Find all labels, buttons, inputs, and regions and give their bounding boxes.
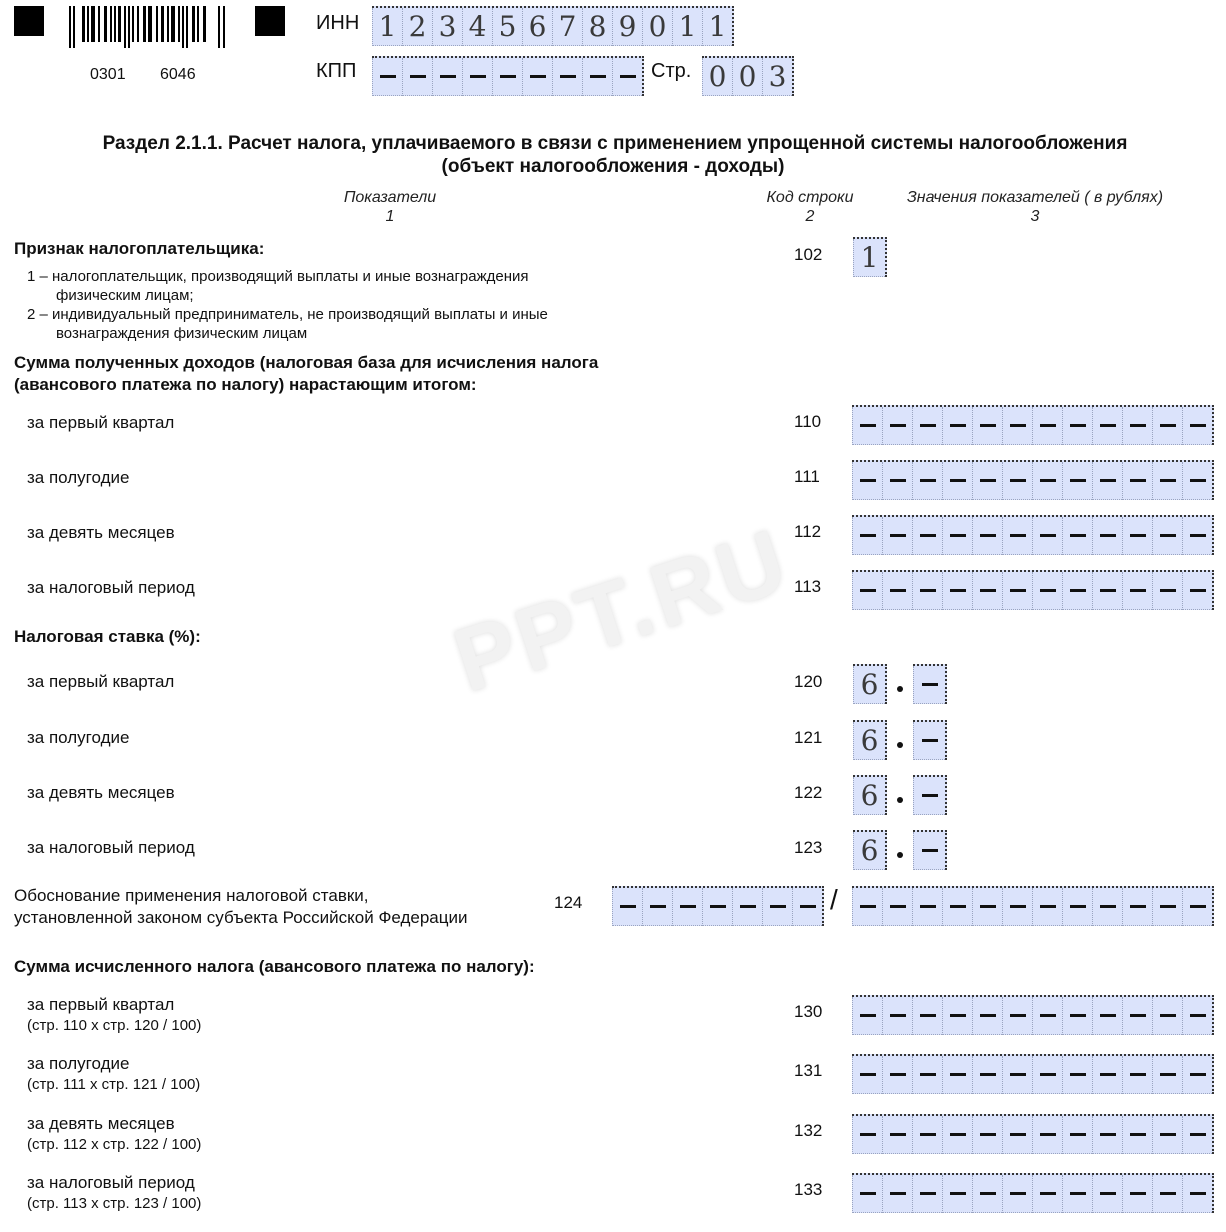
line-code-130: 130 <box>794 1002 823 1021</box>
cell[interactable] <box>852 1056 882 1094</box>
rate-basis-separator: / <box>830 884 838 915</box>
cell[interactable] <box>462 58 492 96</box>
rate-integer-field-120[interactable] <box>853 664 887 704</box>
cell[interactable] <box>1122 1056 1152 1094</box>
cell[interactable] <box>882 462 912 500</box>
column-header-values: Значения показателей ( в рублях) 3 <box>906 189 1164 225</box>
cell[interactable] <box>1182 572 1212 610</box>
cell[interactable]: 0 <box>702 58 732 96</box>
cell[interactable] <box>372 58 402 96</box>
row-label: за первый квартал <box>27 672 175 691</box>
cell[interactable] <box>792 888 822 926</box>
decimal-point <box>897 686 903 692</box>
cell[interactable] <box>1122 407 1152 445</box>
cell[interactable] <box>582 58 612 96</box>
cell[interactable] <box>1182 1175 1212 1213</box>
cell[interactable] <box>1002 407 1032 445</box>
income-title-line2: (авансового платежа по налогу) нарастающим итогом: <box>14 375 477 394</box>
cell[interactable] <box>882 572 912 610</box>
cell[interactable] <box>972 517 1002 555</box>
cell[interactable] <box>1002 517 1032 555</box>
cell[interactable] <box>852 888 882 926</box>
cell[interactable] <box>1092 1175 1122 1213</box>
cell[interactable] <box>402 58 432 96</box>
cell[interactable] <box>1032 997 1062 1035</box>
line-code-133: 133 <box>794 1180 823 1199</box>
column-header-indicators: Показатели 1 <box>343 189 437 225</box>
tax-rate-title: Налоговая ставка (%): <box>14 627 201 646</box>
cell[interactable] <box>1092 888 1122 926</box>
amount-field-111[interactable] <box>852 460 1214 500</box>
cell[interactable]: 5 <box>492 8 522 46</box>
cell[interactable] <box>1062 1116 1092 1154</box>
cell[interactable] <box>522 58 552 96</box>
section-title-line1: Раздел 2.1.1. Расчет налога, уплачиваемого в связи с применением упрощенной системы налогообложения <box>102 133 1128 154</box>
cell[interactable] <box>612 58 642 96</box>
row-label: за девять месяцев <box>27 1114 175 1133</box>
row-label: за девять месяцев <box>27 783 175 802</box>
cell[interactable] <box>1062 888 1092 926</box>
cell[interactable] <box>552 58 582 96</box>
cell[interactable] <box>1032 572 1062 610</box>
cell[interactable] <box>912 517 942 555</box>
cell[interactable]: 6 <box>853 777 885 815</box>
cell[interactable] <box>1062 572 1092 610</box>
cell[interactable] <box>1152 1056 1182 1094</box>
line-code-120: 120 <box>794 672 823 691</box>
cell[interactable] <box>1062 1056 1092 1094</box>
cell[interactable]: 6 <box>853 832 885 870</box>
cell[interactable] <box>1152 517 1182 555</box>
cell[interactable] <box>1032 407 1062 445</box>
cell[interactable] <box>852 1116 882 1154</box>
row-label: за первый квартал <box>27 413 175 432</box>
cell[interactable] <box>1122 1175 1152 1213</box>
amount-field-132[interactable] <box>852 1114 1214 1154</box>
cell[interactable] <box>942 462 972 500</box>
cell[interactable] <box>1002 888 1032 926</box>
cell[interactable] <box>1092 1116 1122 1154</box>
cell[interactable] <box>1182 1056 1212 1094</box>
cell[interactable] <box>1002 1056 1032 1094</box>
cell[interactable] <box>1032 1175 1062 1213</box>
rate-basis-article-field[interactable] <box>612 886 824 926</box>
cell[interactable] <box>1032 888 1062 926</box>
cell[interactable] <box>912 1056 942 1094</box>
rate-basis-label-line2: установленной законом субъекта Российской Федерации <box>14 908 468 927</box>
cell[interactable]: 1 <box>672 8 702 46</box>
cell[interactable] <box>882 407 912 445</box>
cell[interactable] <box>852 997 882 1035</box>
cell[interactable]: 1 <box>853 239 885 277</box>
row-formula: (стр. 110 х стр. 120 / 100) <box>27 1017 202 1034</box>
cell[interactable] <box>1182 462 1212 500</box>
cell[interactable] <box>912 1116 942 1154</box>
row-label: за полугодие <box>27 468 130 487</box>
cell[interactable] <box>672 888 702 926</box>
kpp-field[interactable] <box>372 56 644 96</box>
inn-field[interactable] <box>372 6 734 46</box>
watermark: PPT.RU <box>442 510 801 712</box>
cell[interactable] <box>972 1116 1002 1154</box>
cell[interactable] <box>1152 407 1182 445</box>
kpp-label: КПП <box>316 60 357 82</box>
line-code-111: 111 <box>794 467 820 486</box>
cell[interactable]: 1 <box>372 8 402 46</box>
row-label: за первый квартал <box>27 995 175 1014</box>
cell[interactable] <box>882 997 912 1035</box>
amount-field-112[interactable] <box>852 515 1214 555</box>
cell[interactable] <box>612 888 642 926</box>
cell[interactable] <box>942 1116 972 1154</box>
cell[interactable] <box>702 888 732 926</box>
rate-integer-field-123[interactable] <box>853 830 887 870</box>
cell[interactable] <box>852 517 882 555</box>
cell[interactable] <box>852 572 882 610</box>
cell[interactable]: 6 <box>853 722 885 760</box>
cell[interactable] <box>1032 1056 1062 1094</box>
cell[interactable] <box>1062 997 1092 1035</box>
calculated-tax-title: Сумма исчисленного налога (авансового платежа по налогу): <box>14 957 535 976</box>
cell[interactable] <box>1152 997 1182 1035</box>
rate-basis-label-line1: Обоснование применения налоговой ставки, <box>14 886 369 905</box>
cell[interactable] <box>942 888 972 926</box>
cell[interactable] <box>852 407 882 445</box>
taxpayer-sign-field[interactable] <box>853 237 887 277</box>
line-code-121: 121 <box>794 728 823 747</box>
row-label: за налоговый период <box>27 1173 195 1192</box>
section-title-line2: (объект налогообложения - доходы) <box>441 156 785 177</box>
taxpayer-option-2-line2: вознаграждения физическим лицам <box>56 325 308 342</box>
line-code-123: 123 <box>794 838 823 857</box>
cell[interactable] <box>972 997 1002 1035</box>
cell[interactable] <box>913 832 945 870</box>
cell[interactable] <box>642 888 672 926</box>
cell[interactable] <box>972 407 1002 445</box>
row-label: за девять месяцев <box>27 523 175 542</box>
cell[interactable] <box>432 58 462 96</box>
line-code-122: 122 <box>794 783 823 802</box>
amount-field-110[interactable] <box>852 405 1214 445</box>
cell[interactable] <box>913 722 945 760</box>
cell[interactable] <box>1032 462 1062 500</box>
cell[interactable] <box>732 888 762 926</box>
line-code-112: 112 <box>794 522 822 541</box>
cell[interactable] <box>1092 462 1122 500</box>
cell[interactable] <box>1032 1116 1062 1154</box>
decimal-point <box>897 742 903 748</box>
cell[interactable]: 3 <box>432 8 462 46</box>
rate-integer-field-121[interactable] <box>853 720 887 760</box>
cell[interactable] <box>1062 407 1092 445</box>
cell[interactable] <box>1182 1116 1212 1154</box>
cell[interactable] <box>882 517 912 555</box>
cell[interactable]: 7 <box>552 8 582 46</box>
cell[interactable] <box>1062 462 1092 500</box>
decimal-point <box>897 797 903 803</box>
rate-fraction-field-121[interactable] <box>913 720 947 760</box>
cell[interactable] <box>1062 1175 1092 1213</box>
cell[interactable] <box>1122 517 1152 555</box>
cell[interactable] <box>1092 1056 1122 1094</box>
cell[interactable] <box>1002 997 1032 1035</box>
cell[interactable] <box>1182 517 1212 555</box>
cell[interactable] <box>1152 1116 1182 1154</box>
cell[interactable]: 2 <box>402 8 432 46</box>
cell[interactable] <box>762 888 792 926</box>
row-label: за полугодие <box>27 1054 130 1073</box>
barcode <box>68 6 230 68</box>
cell[interactable] <box>1092 407 1122 445</box>
cell[interactable] <box>972 462 1002 500</box>
cell[interactable] <box>1182 407 1212 445</box>
line-code-124: 124 <box>554 893 583 912</box>
cell[interactable] <box>1032 517 1062 555</box>
cell[interactable] <box>852 462 882 500</box>
cell[interactable] <box>913 777 945 815</box>
cell[interactable] <box>972 888 1002 926</box>
cell[interactable]: 1 <box>702 8 732 46</box>
row-formula: (стр. 112 х стр. 122 / 100) <box>27 1136 202 1153</box>
cell[interactable] <box>882 888 912 926</box>
taxpayer-sign-title: Признак налогоплательщика: <box>14 239 265 258</box>
taxpayer-option-2-line1: 2 – индивидуальный предприниматель, не производящий выплаты и иные <box>27 306 548 323</box>
column-header-line-code: Код строки 2 <box>766 189 854 225</box>
cell[interactable] <box>492 58 522 96</box>
cell[interactable] <box>882 1116 912 1154</box>
cell[interactable] <box>1122 888 1152 926</box>
line-code-113: 113 <box>794 577 822 596</box>
barcode-number-2: 6046 <box>160 66 196 83</box>
cell[interactable] <box>1122 572 1152 610</box>
row-label: за налоговый период <box>27 578 195 597</box>
cell[interactable] <box>912 462 942 500</box>
cell[interactable] <box>1092 572 1122 610</box>
cell[interactable] <box>1002 1175 1032 1213</box>
cell[interactable]: 9 <box>612 8 642 46</box>
rate-integer-field-122[interactable] <box>853 775 887 815</box>
page-label: Стр. <box>651 60 692 82</box>
cell[interactable] <box>1092 997 1122 1035</box>
cell[interactable] <box>912 888 942 926</box>
cell[interactable] <box>1092 517 1122 555</box>
cell[interactable] <box>1182 888 1212 926</box>
cell[interactable] <box>942 517 972 555</box>
cell[interactable] <box>1122 997 1152 1035</box>
cell[interactable] <box>942 407 972 445</box>
row-label: за налоговый период <box>27 838 195 857</box>
row-label: за полугодие <box>27 728 130 747</box>
decimal-point <box>897 852 903 858</box>
rate-basis-detail-field[interactable] <box>852 886 1214 926</box>
cell[interactable] <box>1122 462 1152 500</box>
cell[interactable] <box>972 1175 1002 1213</box>
cell[interactable] <box>1002 462 1032 500</box>
taxpayer-option-1-line2: физическим лицам; <box>56 287 194 304</box>
cell[interactable]: 8 <box>582 8 612 46</box>
cell[interactable] <box>882 1056 912 1094</box>
cell[interactable] <box>972 572 1002 610</box>
cell[interactable]: 6 <box>522 8 552 46</box>
taxpayer-option-1-line1: 1 – налогоплательщик, производящий выплаты и иные вознаграждения <box>27 268 529 285</box>
cell[interactable]: 0 <box>732 58 762 96</box>
cell[interactable]: 3 <box>762 58 792 96</box>
amount-field-130[interactable] <box>852 995 1214 1035</box>
cell[interactable] <box>942 1175 972 1213</box>
cell[interactable] <box>1062 517 1092 555</box>
row-formula: (стр. 113 х стр. 123 / 100) <box>27 1195 202 1212</box>
barcode-number-1: 0301 <box>90 66 126 83</box>
cell[interactable] <box>852 1175 882 1213</box>
corner-marker-left <box>14 6 44 36</box>
line-code-131: 131 <box>794 1061 823 1080</box>
cell[interactable] <box>1152 462 1182 500</box>
rate-fraction-field-120[interactable] <box>913 664 947 704</box>
cell[interactable] <box>912 572 942 610</box>
inn-label: ИНН <box>316 12 360 34</box>
cell[interactable] <box>1152 1175 1182 1213</box>
rate-fraction-field-123[interactable] <box>913 830 947 870</box>
cell[interactable] <box>1152 572 1182 610</box>
cell[interactable] <box>912 1175 942 1213</box>
cell[interactable] <box>1152 888 1182 926</box>
income-title-line1: Сумма полученных доходов (налоговая база для исчисления налога <box>14 353 599 372</box>
line-code-110: 110 <box>794 412 822 431</box>
cell[interactable]: 6 <box>853 666 885 704</box>
cell[interactable] <box>942 1056 972 1094</box>
line-code-132: 132 <box>794 1121 823 1140</box>
cell[interactable]: 0 <box>642 8 672 46</box>
cell[interactable] <box>912 997 942 1035</box>
cell[interactable] <box>942 997 972 1035</box>
cell[interactable]: 4 <box>462 8 492 46</box>
cell[interactable] <box>942 572 972 610</box>
line-code-102: 102 <box>794 245 823 264</box>
cell[interactable] <box>972 1056 1002 1094</box>
cell[interactable] <box>1002 1116 1032 1154</box>
cell[interactable] <box>1182 997 1212 1035</box>
cell[interactable] <box>882 1175 912 1213</box>
cell[interactable] <box>913 666 945 704</box>
amount-field-113[interactable] <box>852 570 1214 610</box>
cell[interactable] <box>912 407 942 445</box>
row-formula: (стр. 111 х стр. 121 / 100) <box>27 1076 201 1093</box>
amount-field-133[interactable] <box>852 1173 1214 1213</box>
cell[interactable] <box>1002 572 1032 610</box>
cell[interactable] <box>1122 1116 1152 1154</box>
page-number-field[interactable] <box>702 56 794 96</box>
corner-marker-right <box>255 6 285 36</box>
rate-fraction-field-122[interactable] <box>913 775 947 815</box>
amount-field-131[interactable] <box>852 1054 1214 1094</box>
